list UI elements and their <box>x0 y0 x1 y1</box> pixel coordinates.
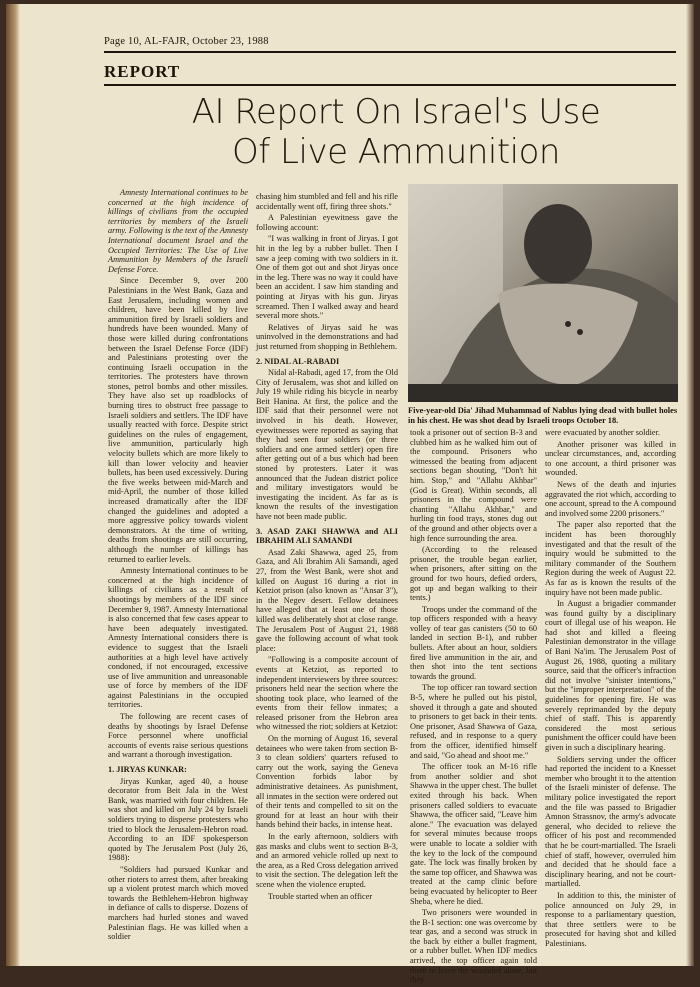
paragraph: Another prisoner was killed in unclear circumstances, and, according to one account, a third prisoner was wounded. <box>545 439 676 478</box>
paragraph: Amnesty International continues to be concerned at the high incidence of killings of civilians as a result of shootings by members of the IDF since December 9, 1987. Amnesty International is also concerned that few cases appear to have been adequately investigated. Amnesty International considers there is evidence to suggest that the Israeli authorities at a high level have actively condoned, if not encouraged, excessive use of live ammunition and unreasonable use of force by members of the IDF against Palestinians in the occupied territories. <box>108 566 248 710</box>
paragraph: "I was walking in front of Jiryas. I got hit in the leg by a rubber bullet. Then I saw a jeep coming with two soldiers in it. One of them got out and shot Jiryas once in the leg. There was no way it could have been an accident. I saw him standing and pointing at Jiryas with his gun. Jiryas screamed. Then I walked away and heard several more shots." <box>256 234 398 321</box>
paragraph: Trouble started when an officer <box>268 891 373 901</box>
paragraph: Troops under the command of the top officers responded with a heavy volley of tear gas canisters (50 to 60 landed in section B-1), and rubber bullets. After about an hour, soldiers fired live ammunition in the air, and then shot into the tent sections towards the ground. <box>410 604 537 681</box>
section-label: REPORT <box>104 62 181 81</box>
paragraph: were evacuated by another soldier. <box>545 428 660 437</box>
column-3 <box>410 428 537 987</box>
newspaper-page <box>6 4 694 985</box>
paragraph: chasing him stumbled and fell and his rifle accidentally went off, firing three shots." <box>256 192 398 211</box>
paragraph: In addition to this, the minister of police announced on July 29, in response to a parliamentary question, that three settlers were to be prosecuted for having shot and killed Palestinians. <box>545 890 676 948</box>
subheading: 1. JIRYAS KUNKAR: <box>108 765 187 775</box>
page-edge <box>686 4 694 966</box>
paragraph: Nidal al-Rabadi, aged 17, from the Old City of Jerusalem, was shot and killed on July 19 while riding his bicycle in nearby Beit Hanina. At first, the police and the IDF said that their personnel were not involved in his death. However, eyewitnesses were reported as saying that they had seen four soldiers (or three soldiers and one armed settler) open fire after getting out of a bus which had been stoned by protesters. Later it was announced that the Judean district police and military investigators would be investigating the incident. As far as is known the results of the investigation have not been made public. <box>256 368 398 521</box>
photo-caption: Five-year-old Dia' Jihad Muhammad of Nablus lying dead with bullet holes in his chest. He was shot dead by Israeli troops October 18. <box>408 406 678 425</box>
subheading: 2. NIDAL AL-RABADI <box>256 356 340 366</box>
paragraph: The top officer ran toward section B-5, where he pulled out his pistol, shoved it through a gate and shouted to prisoners to get back in their tents. One prisoner, Asad Shawwa of Gaza, refused, and in response to a query from the officer, identified himself and said, "Go ahead and shoot me." <box>410 683 537 760</box>
paragraph: On the morning of August 16, several detainees who were taken from section B-3 to clean soldiers' quarters refused to carry out the work, saying the Geneva Convention forbids labor by administrative detainees. As punishment, all inmates in the section were ordered out of their tents and compelled to sit on the ground for at least an hour with their hands behind their backs, in intense heat. <box>256 734 398 830</box>
paragraph: The following are recent cases of deaths by shootings by Israel Defense Force personnel where unofficial accounts of events raise serious questions and warrant a thorough investigation. <box>108 712 248 760</box>
paragraph: Relatives of Jiryas said he was uninvolved in the demonstrations and had just returned from shopping in Bethlehem. <box>256 322 398 351</box>
headline-line-2: Of Live Ammunition <box>232 132 560 172</box>
headline-line-1: AI Report On Israel's Use <box>191 92 601 132</box>
paragraph: In August a brigadier commander was found guilty by a disciplinary court of illegal use of his weapon. He had shot and killed a fleeing Palestinian demonstrator in the village of Bani Na'im. The Jerusalem Post of August 26, 1988, quoting a military source, said that the officer's infraction did not involve "sinister intentions," but the "improper interpretation" of the guidelines for opening fire. He was severely reprimanded by the deputy chief of staff. This is apparently considered the most serious punishment the officer could have been given in such a disciplinary hearing. <box>545 599 676 752</box>
header-rule <box>104 51 676 53</box>
paragraph: Two prisoners were wounded in the B-1 section: one was overcome by tear gas, and a second was struck in the back by either a bullet fragment, or a rubber bullet. When IDF medics arrived, the top officer again told them to leave the wounded alone, but they <box>410 908 537 985</box>
paragraph: "Following is a composite account of events at Ketziot, as reported to independent interviewers by three sources: prisoners held near the section where the shooting took place, who learned of the events from their fellow inmates; a released prisoner from the Hebron area who witnessed the riot; soldiers at Ketziot: <box>256 655 398 732</box>
subheading: 3. ASAD ZAKI SHAWWA and ALI IBRAHIM ALI SAMANDI <box>256 526 398 546</box>
column-2 <box>256 192 398 903</box>
paragraph: News of the death and injuries aggravated the riot which, according to one account, spread to the A compound and involved some 2200 prisoners." <box>545 479 676 518</box>
column-1 <box>108 188 248 944</box>
page-folio: Page 10, AL-FAJR, October 23, 1988 <box>104 36 269 47</box>
paragraph: took a prisoner out of section B-3 and clubbed him as he walked him out of the compound. Prisoners who witnessed the beating from adjacent sections began shouting, "Don't hit him. Stop," and "Allahu Akhbar" (God is Great). Within seconds, all prisoners in the compound were chanting "Allahu Akhbar," and hurling tin food trays, stones dug out of the ground and other objects over a high fence surrounding the area. <box>410 428 537 543</box>
paragraph: (According to the released prisoner, the trouble began earlier, when prisoners, after sitting on the ground for two hours, defied orders, got up and began walking to their tents.) <box>410 545 537 603</box>
paragraph: The paper also reported that the incident has been thoroughly investigated and that the result of the inquiry would be submitted to the military commander of the Southern Region during the week of August 22. As far as is known the results of the inquiry have not been made public. <box>545 520 676 597</box>
news-photo <box>408 184 678 402</box>
paragraph: Asad Zaki Shawwa, aged 25, from Gaza, and Ali Ibrahim Ali Samandi, aged 27, from the West Bank, were shot and killed on August 16 during a riot in Ketziot prison (also known as "Ansar 3"), in the Negev desert. Fellow detainees have alleged that at least one of those killed was deliberately shot at close range. The Jerusalem Post of August 21, 1988 gave the following account of what took place: <box>256 547 398 653</box>
column-4 <box>545 428 676 950</box>
paragraph: Jiryas Kunkar, aged 40, a house decorator from Beit Jala in the West Bank, was married with four children. He was shot and killed on July 24 by Israeli soldiers trying to disperse protesters who tried to block the Jerusalem-Hebron road. According to an IDF spokesperson quoted by The Jerusalem Post (July 26, 1988): <box>108 776 248 863</box>
intro-paragraph: Amnesty International continues to be concerned at the high incidence of killings of civilians from the occupied territories by members of the Israeli army. Following is the text of the Amnesty International document Israel and the Occupied Territories: The Use of Live Ammunition by Members of the Israeli Defense Force. <box>108 188 248 274</box>
paragraph: "Soldiers had pursued Kunkar and other rioters to arrest them, after breaking up a violent protest march which moved towards the Bethlehem-Hebron highway in defiance of calls to disperse. Dozens of marchers had hurled stones and waved Palestinian flags. He was killed when a soldier <box>108 864 248 942</box>
paragraph: Since December 9, over 200 Palestinians in the West Bank, Gaza and East Jerusalem, including women and children, have been killed by live ammunition fired by Israeli soldiers and hundreds have been wounded. Many of those were killed during confrontations between the Israel Defense Force (IDF) and Palestinians protesting over the continuing Israeli occupation in the territories. The protesters have thrown stones, petrol bombs and other missiles. They have also set up roadblocks of burning tires to obstruct free passage to Israeli soldiers and settlers. The IDF have usually reacted with force. Despite strict guidelines on the rules of engagement, live ammunition, particularly high velocity bullets which are more likely to kill than lower velocity and heavier bullets, has been used excessively. During the five weeks between mid-March and mid-April, the number of those killed increased dramatically after the IDF changed the guidelines and adopted a more aggressive policy towards violent demonstrators. At the time of writing, deaths from shootings are still occurring, although the number of killings has returned to earlier levels. <box>108 276 248 564</box>
paragraph: In the early afternoon, soldiers with gas masks and clubs went to section B-3, and an armored vehicle rolled up next to the area, as a Red Cross delegation arrived to visit the section. The delegation left the scene when the violence erupted. <box>256 832 398 889</box>
section-rule <box>104 84 676 86</box>
page-binding <box>6 4 20 966</box>
paragraph: Soldiers serving under the officer had reported the incident to a Knesset member who brought it to the attention of the Israeli minister of defense. The military police investigated the report and the file was passed to Brigadier Amnon Strassnov, the army's advocate general, who decided to relieve the officer of his post and recommended that he be court-martialled. The Israeli chief of staff, however, overruled him and decided that he should face a disciplinary hearing, and not be court-martialled. <box>545 754 676 889</box>
paragraph: A Palestinian eyewitness gave the following account: <box>256 213 398 232</box>
photo-image <box>408 184 678 402</box>
paragraph: The officer took an M-16 rifle from another soldier and shot Shawwa in the upper chest. The bullet exited through his back. When prisoners called soldiers to evacuate Shawwa, the officer said, "Leave him alone." The evacuation was delayed for several minutes because troops were unable to locate a soldier with the key to the lock of the compound gate. The lock was finally broken by the same top officer, and Shawwa was treated at the camp clinic before being evacuated by helicopter to Beer Sheba, where he died. <box>410 762 537 906</box>
